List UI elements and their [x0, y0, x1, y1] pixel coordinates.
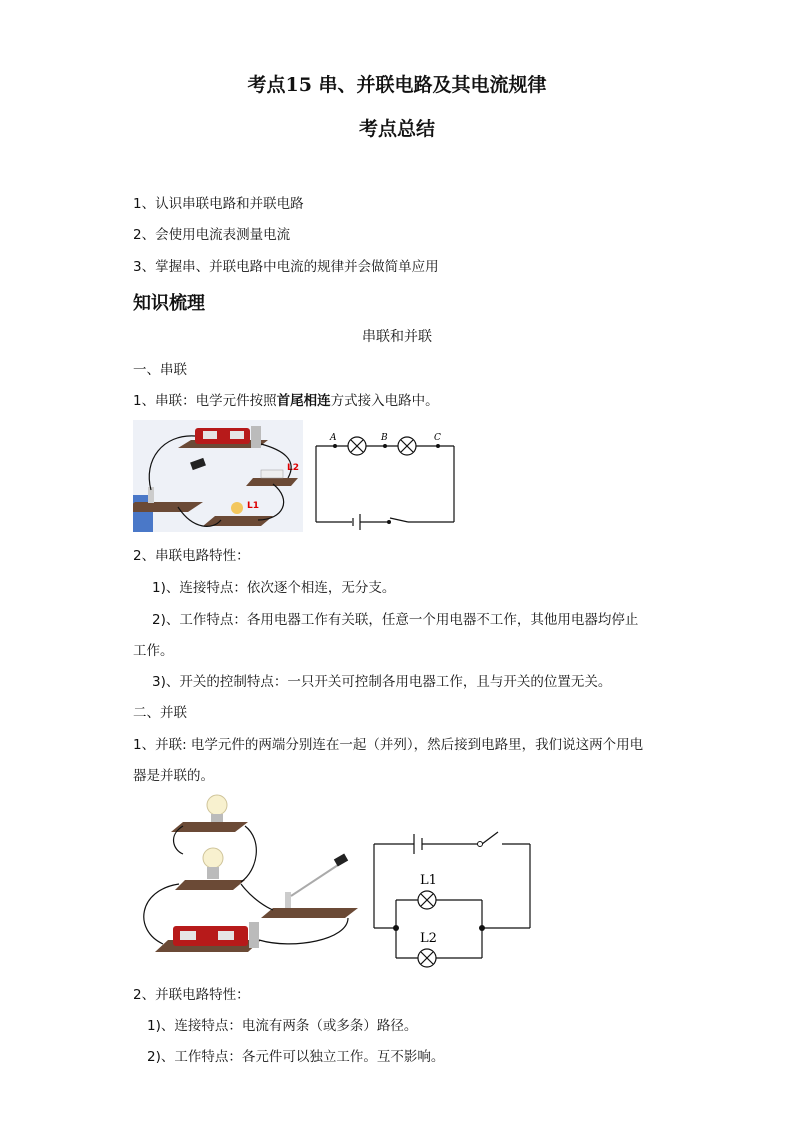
parallel-definition: 1、并联: 电学元件的两端分别连在一起（并列），然后接到电路里，我们说这两个用电: [133, 737, 644, 753]
series-definition-bold: 首尾相连: [276, 393, 331, 409]
series-circuit-photo: [133, 420, 303, 532]
series-property-2: 2)、工作特点：各用电器工作有关联，任意一个用电器不工作，其他用电器均停止: [152, 612, 639, 628]
series-properties-heading: 2、串联电路特性：: [133, 548, 250, 564]
parallel-circuit-diagram: [370, 826, 535, 968]
point-label-a: A: [330, 433, 337, 443]
page-subtitle: 考点总结: [358, 118, 435, 140]
point-label-b: B: [381, 433, 388, 443]
objective-item: 1、认识串联电路和并联电路: [133, 196, 304, 212]
section-heading: 知识梳理: [133, 293, 205, 314]
series-property-3: 3)、开关的控制特点：一只开关可控制各用电器工作，且与开关的位置无关。: [152, 674, 612, 690]
parallel-heading: 二、并联: [133, 705, 187, 721]
parallel-property-1: 1)、连接特点：电流有两条（或多条）路径。: [147, 1018, 418, 1034]
series-heading: 一、串联: [133, 362, 187, 378]
photo-label-l1: L1: [247, 501, 259, 511]
series-property-2-cont: 工作。: [133, 643, 174, 659]
series-property-1: 1)、连接特点：依次逐个相连，无分支。: [152, 580, 396, 596]
objective-item: 3、掌握串、并联电路中电流的规律并会做简单应用: [133, 259, 439, 275]
lamp-label-l2: L2: [420, 931, 437, 946]
parallel-property-2: 2)、工作特点：各元件可以独立工作。互不影响。: [147, 1049, 445, 1065]
objective-item: 2、会使用电流表测量电流: [133, 227, 291, 243]
photo-label-l2: L2: [287, 463, 299, 473]
parallel-circuit-photo: [133, 790, 363, 970]
parallel-properties-heading: 2、并联电路特性：: [133, 987, 250, 1003]
parallel-definition-cont: 器是并联的。: [133, 768, 214, 784]
series-definition: 1、串联：电学元件按照首尾相连方式接入电路中。: [133, 393, 439, 409]
page-title: 考点15 串、并联电路及其电流规律: [247, 74, 547, 96]
point-label-c: C: [434, 433, 441, 443]
section-subtitle: 串联和并联: [362, 329, 432, 345]
series-circuit-diagram: [310, 430, 460, 530]
lamp-label-l1: L1: [420, 873, 437, 888]
